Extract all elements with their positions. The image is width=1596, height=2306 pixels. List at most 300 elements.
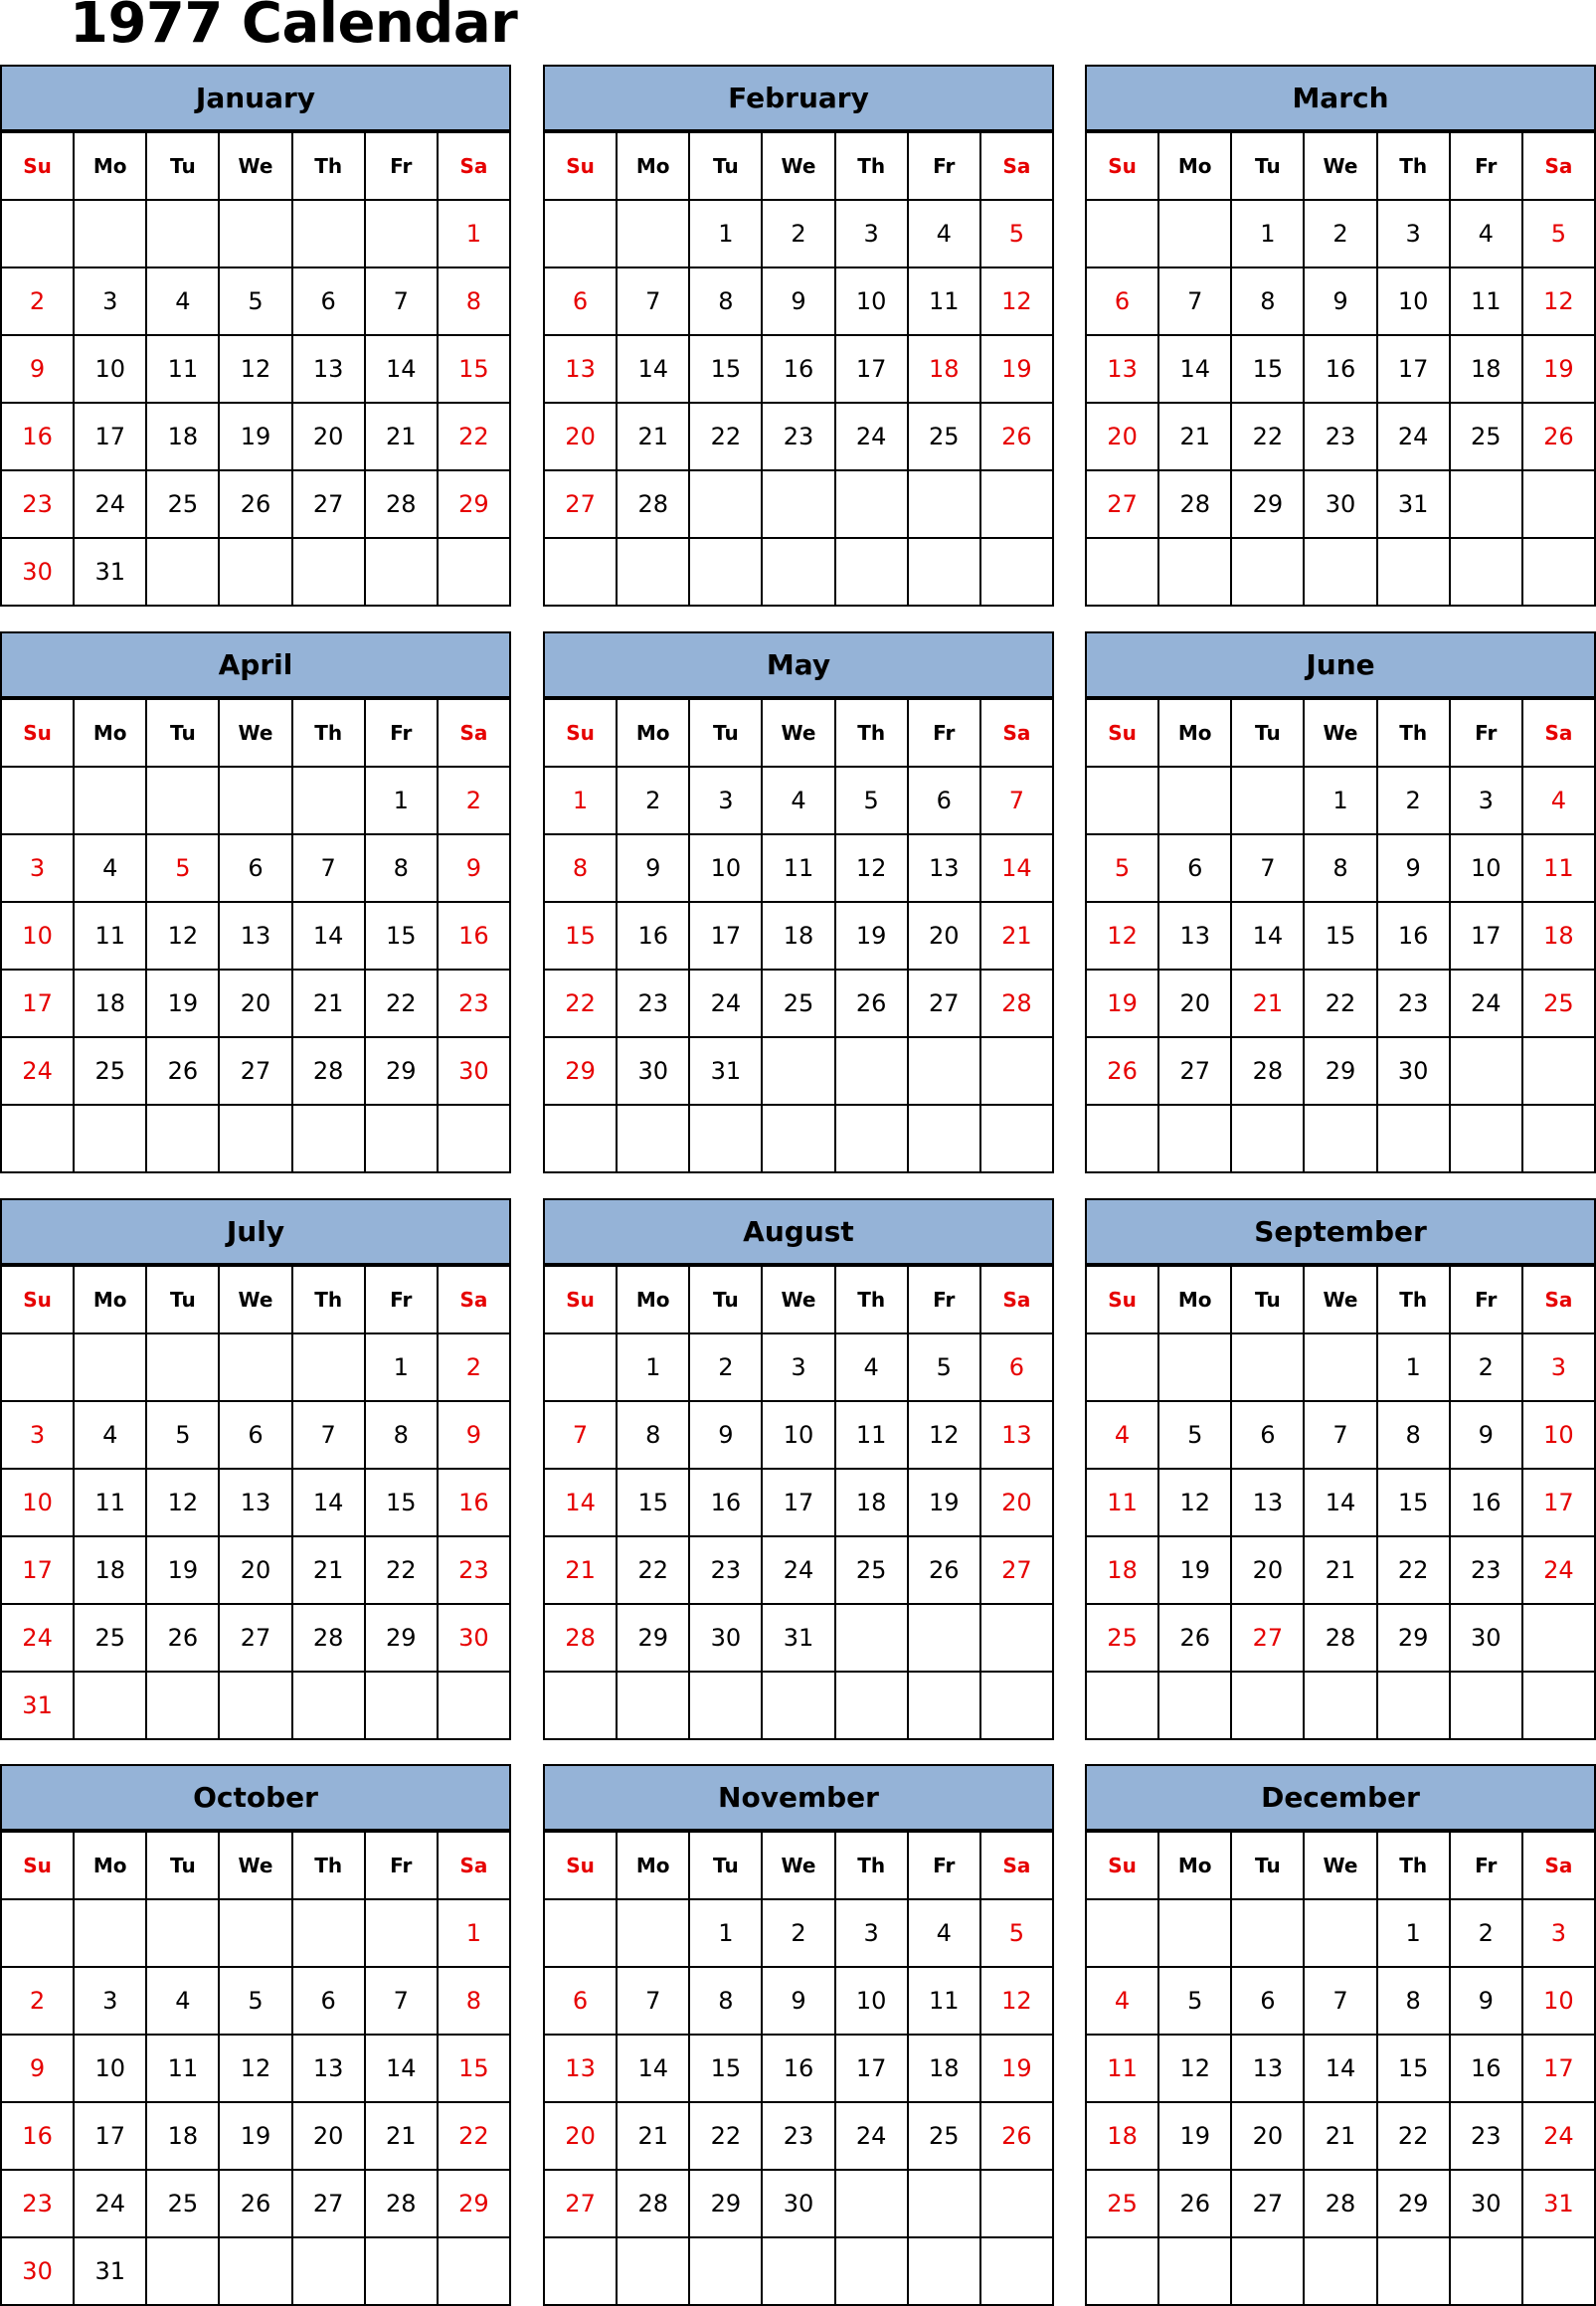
day-cell: 29 [544,1037,617,1105]
day-cell: 29 [365,1037,438,1105]
weekday-label: Mo [1158,132,1231,200]
day-cell: 25 [908,2102,980,2170]
empty-cell [835,1604,908,1672]
empty-cell [146,2237,219,2305]
week-row [1086,767,1595,834]
day-cell: 23 [762,2102,834,2170]
day-cell: 1 [365,1333,438,1401]
month-table [0,1831,511,2306]
week-row [544,2237,1053,2305]
month-november [543,1764,1054,2296]
empty-cell [146,200,219,267]
empty-cell [1158,767,1231,834]
day-cell: 11 [762,834,834,902]
day-cell: 10 [1522,1967,1595,2035]
month-september [1085,1198,1596,1730]
day-cell: 18 [1450,335,1522,403]
day-cell: 2 [1,267,74,335]
empty-cell [1,767,74,834]
weekday-header-row [544,1266,1053,1333]
empty-cell [544,1105,617,1172]
day-cell: 13 [544,2035,617,2102]
day-cell: 20 [1231,1536,1304,1604]
empty-cell [1522,538,1595,606]
day-cell: 17 [1522,1469,1595,1536]
day-cell: 16 [1,403,74,470]
empty-cell [74,1333,146,1401]
week-row [1086,970,1595,1037]
empty-cell [689,1672,762,1739]
week-row [1,2035,510,2102]
empty-cell [292,767,365,834]
weekday-label: Fr [908,1832,980,1899]
month-june [1085,631,1596,1163]
day-cell: 29 [1377,2170,1450,2237]
day-cell: 26 [146,1037,219,1105]
day-cell: 1 [689,200,762,267]
empty-cell [835,1105,908,1172]
day-cell: 27 [980,1536,1053,1604]
empty-cell [835,2237,908,2305]
day-cell: 12 [1086,902,1158,970]
weekday-label: We [762,132,834,200]
empty-cell [1158,1333,1231,1401]
day-cell: 19 [980,335,1053,403]
day-cell: 6 [292,1967,365,2035]
weekday-label: Fr [1450,1266,1522,1333]
day-cell: 24 [1,1604,74,1672]
empty-cell [365,538,438,606]
day-cell: 8 [365,834,438,902]
day-cell: 14 [1231,902,1304,970]
week-row [544,403,1053,470]
day-cell: 28 [365,2170,438,2237]
day-cell: 9 [438,834,510,902]
month-table [0,698,511,1173]
day-cell: 22 [438,2102,510,2170]
day-cell: 17 [1450,902,1522,970]
day-cell: 11 [1522,834,1595,902]
day-cell: 16 [762,335,834,403]
empty-cell [980,1105,1053,1172]
day-cell: 9 [689,1401,762,1469]
month-table [1085,1831,1596,2306]
weekday-label: Mo [617,1832,689,1899]
empty-cell [617,538,689,606]
empty-cell [1304,1672,1376,1739]
day-cell: 19 [1158,2102,1231,2170]
day-cell: 16 [438,1469,510,1536]
weekday-label: Tu [1231,699,1304,767]
week-row [1,834,510,902]
empty-cell [762,1037,834,1105]
day-cell: 9 [438,1401,510,1469]
day-cell: 9 [1,335,74,403]
weekday-label: Sa [1522,132,1595,200]
day-cell: 12 [1158,1469,1231,1536]
week-row [1086,2170,1595,2237]
month-header: February [543,65,1054,131]
weekday-label: Tu [146,1832,219,1899]
empty-cell [980,538,1053,606]
weekday-label: Sa [1522,1832,1595,1899]
week-row [1,1967,510,2035]
day-cell: 18 [74,970,146,1037]
day-cell: 23 [617,970,689,1037]
day-cell: 9 [1304,267,1376,335]
day-cell: 10 [1,902,74,970]
empty-cell [1377,2237,1450,2305]
empty-cell [617,1899,689,1967]
weekday-label: Fr [908,1266,980,1333]
day-cell: 31 [689,1037,762,1105]
day-cell: 20 [1086,403,1158,470]
month-header: April [0,631,511,698]
day-cell: 22 [1304,970,1376,1037]
day-cell: 13 [292,2035,365,2102]
week-row [1086,1604,1595,1672]
day-cell: 11 [908,267,980,335]
day-cell: 21 [1158,403,1231,470]
day-cell: 4 [762,767,834,834]
day-cell: 3 [1522,1333,1595,1401]
day-cell: 10 [74,335,146,403]
day-cell: 18 [1522,902,1595,970]
day-cell: 11 [908,1967,980,2035]
empty-cell [980,470,1053,538]
weekday-header-row [1086,699,1595,767]
weekday-label: We [1304,1266,1376,1333]
weekday-label: We [762,1266,834,1333]
day-cell: 20 [980,1469,1053,1536]
week-row [1,335,510,403]
day-cell: 8 [438,1967,510,2035]
weekday-label: Fr [1450,699,1522,767]
day-cell: 26 [908,1536,980,1604]
day-cell: 22 [1231,403,1304,470]
empty-cell [1522,470,1595,538]
empty-cell [1522,2237,1595,2305]
empty-cell [1450,470,1522,538]
day-cell: 12 [980,267,1053,335]
empty-cell [1231,538,1304,606]
day-cell: 14 [544,1469,617,1536]
day-cell: 13 [1231,1469,1304,1536]
day-cell: 4 [908,200,980,267]
week-row [1,538,510,606]
day-cell: 22 [617,1536,689,1604]
day-cell: 15 [1304,902,1376,970]
empty-cell [544,200,617,267]
weekday-label: Tu [146,699,219,767]
day-cell: 5 [1522,200,1595,267]
week-row [544,1401,1053,1469]
day-cell: 26 [219,2170,291,2237]
empty-cell [219,1105,291,1172]
weekday-header-row [544,132,1053,200]
day-cell: 24 [689,970,762,1037]
empty-cell [365,2237,438,2305]
day-cell: 20 [292,2102,365,2170]
weekday-header-row [1,132,510,200]
week-row [1086,267,1595,335]
week-row [1,1037,510,1105]
week-row [544,902,1053,970]
day-cell: 3 [1450,767,1522,834]
day-cell: 26 [980,403,1053,470]
day-cell: 8 [1231,267,1304,335]
day-cell: 13 [1158,902,1231,970]
day-cell: 28 [617,470,689,538]
day-cell: 31 [74,2237,146,2305]
weekday-label: Th [1377,132,1450,200]
month-header: November [543,1764,1054,1831]
day-cell: 13 [219,902,291,970]
empty-cell [219,1672,291,1739]
day-cell: 23 [1304,403,1376,470]
day-cell: 18 [908,335,980,403]
empty-cell [1086,1333,1158,1401]
day-cell: 6 [544,1967,617,2035]
day-cell: 28 [292,1037,365,1105]
day-cell: 3 [835,200,908,267]
weekday-label: Th [835,1266,908,1333]
day-cell: 28 [980,970,1053,1037]
weekday-label: Sa [980,699,1053,767]
day-cell: 13 [219,1469,291,1536]
day-cell: 5 [1086,834,1158,902]
day-cell: 29 [1231,470,1304,538]
empty-cell [908,1037,980,1105]
weekday-header-row [544,1832,1053,1899]
week-row [1,1401,510,1469]
day-cell: 27 [292,2170,365,2237]
empty-cell [1158,2237,1231,2305]
empty-cell [146,1899,219,1967]
day-cell: 30 [1450,1604,1522,1672]
day-cell: 15 [1377,1469,1450,1536]
day-cell: 26 [1086,1037,1158,1105]
day-cell: 11 [74,902,146,970]
day-cell: 14 [1304,1469,1376,1536]
day-cell: 19 [835,902,908,970]
page-title: 1977 Calendar [70,0,518,56]
day-cell: 24 [1522,2102,1595,2170]
empty-cell [1086,2237,1158,2305]
day-cell: 21 [292,1536,365,1604]
weekday-label: Fr [1450,132,1522,200]
day-cell: 24 [762,1536,834,1604]
month-january [0,65,511,597]
week-row [544,834,1053,902]
week-row [1,1536,510,1604]
day-cell: 30 [689,1604,762,1672]
empty-cell [1,1105,74,1172]
day-cell: 4 [835,1333,908,1401]
day-cell: 31 [74,538,146,606]
day-cell: 11 [1450,267,1522,335]
day-cell: 15 [617,1469,689,1536]
day-cell: 15 [438,335,510,403]
day-cell: 7 [617,1967,689,2035]
day-cell: 27 [1231,1604,1304,1672]
month-december [1085,1764,1596,2296]
day-cell: 6 [980,1333,1053,1401]
empty-cell [1522,1037,1595,1105]
day-cell: 24 [1522,1536,1595,1604]
month-header: October [0,1764,511,1831]
month-table [1085,131,1596,607]
day-cell: 15 [365,902,438,970]
month-august [543,1198,1054,1730]
day-cell: 16 [1450,1469,1522,1536]
weekday-label: Fr [365,132,438,200]
day-cell: 8 [1377,1401,1450,1469]
day-cell: 20 [219,1536,291,1604]
day-cell: 2 [762,200,834,267]
weekday-label: Fr [1450,1832,1522,1899]
week-row [1086,1536,1595,1604]
empty-cell [908,1672,980,1739]
empty-cell [762,470,834,538]
day-cell: 30 [1,2237,74,2305]
empty-cell [1,1333,74,1401]
empty-cell [1231,767,1304,834]
day-cell: 23 [1450,1536,1522,1604]
day-cell: 12 [219,2035,291,2102]
week-row [544,1967,1053,2035]
day-cell: 26 [1158,2170,1231,2237]
weekday-label: Su [1086,1266,1158,1333]
empty-cell [146,767,219,834]
day-cell: 26 [219,470,291,538]
weekday-header-row [544,699,1053,767]
day-cell: 5 [1158,1967,1231,2035]
day-cell: 18 [835,1469,908,1536]
day-cell: 4 [146,267,219,335]
week-row [1086,1469,1595,1536]
week-row [544,200,1053,267]
empty-cell [1377,538,1450,606]
empty-cell [74,1899,146,1967]
day-cell: 7 [365,267,438,335]
empty-cell [980,2237,1053,2305]
empty-cell [1086,767,1158,834]
empty-cell [544,1899,617,1967]
day-cell: 10 [1522,1401,1595,1469]
week-row [544,1037,1053,1105]
day-cell: 20 [1231,2102,1304,2170]
day-cell: 28 [544,1604,617,1672]
day-cell: 3 [689,767,762,834]
week-row [1,1899,510,1967]
day-cell: 27 [908,970,980,1037]
day-cell: 7 [544,1401,617,1469]
day-cell: 23 [1450,2102,1522,2170]
empty-cell [544,538,617,606]
empty-cell [1086,1899,1158,1967]
day-cell: 13 [980,1401,1053,1469]
weekday-label: Th [1377,699,1450,767]
day-cell: 25 [1086,1604,1158,1672]
weekday-label: Tu [689,699,762,767]
day-cell: 30 [762,2170,834,2237]
day-cell: 17 [1,1536,74,1604]
empty-cell [1304,538,1376,606]
month-table [1085,698,1596,1173]
day-cell: 17 [762,1469,834,1536]
day-cell: 28 [1158,470,1231,538]
day-cell: 7 [292,1401,365,1469]
weekday-label: Fr [908,699,980,767]
day-cell: 1 [365,767,438,834]
day-cell: 3 [74,267,146,335]
day-cell: 25 [835,1536,908,1604]
day-cell: 15 [438,2035,510,2102]
week-row [544,470,1053,538]
empty-cell [219,538,291,606]
weekday-label: Su [1086,1832,1158,1899]
day-cell: 19 [908,1469,980,1536]
day-cell: 12 [1522,267,1595,335]
day-cell: 9 [762,267,834,335]
empty-cell [365,1105,438,1172]
empty-cell [689,470,762,538]
day-cell: 3 [1522,1899,1595,1967]
week-row [1,2170,510,2237]
empty-cell [219,767,291,834]
week-row [1086,538,1595,606]
day-cell: 21 [617,403,689,470]
month-header: September [1085,1198,1596,1265]
day-cell: 21 [1304,2102,1376,2170]
empty-cell [1158,1105,1231,1172]
day-cell: 19 [219,403,291,470]
day-cell: 3 [74,1967,146,2035]
empty-cell [74,767,146,834]
day-cell: 5 [146,834,219,902]
week-row [1086,1899,1595,1967]
empty-cell [292,1899,365,1967]
empty-cell [835,1672,908,1739]
empty-cell [835,1037,908,1105]
empty-cell [1086,1105,1158,1172]
empty-cell [1450,1037,1522,1105]
month-march [1085,65,1596,597]
week-row [544,1333,1053,1401]
week-row [1,2237,510,2305]
day-cell: 19 [146,1536,219,1604]
day-cell: 17 [835,2035,908,2102]
day-cell: 1 [1304,767,1376,834]
week-row [544,970,1053,1037]
week-row [1086,335,1595,403]
day-cell: 9 [1,2035,74,2102]
empty-cell [1450,1105,1522,1172]
day-cell: 29 [438,2170,510,2237]
weekday-label: We [1304,132,1376,200]
empty-cell [1304,1105,1376,1172]
empty-cell [1158,538,1231,606]
day-cell: 17 [1522,2035,1595,2102]
week-row [1,1469,510,1536]
day-cell: 31 [1377,470,1450,538]
week-row [1086,1401,1595,1469]
weekday-label: Mo [617,699,689,767]
day-cell: 2 [762,1899,834,1967]
week-row [544,767,1053,834]
day-cell: 19 [1522,335,1595,403]
